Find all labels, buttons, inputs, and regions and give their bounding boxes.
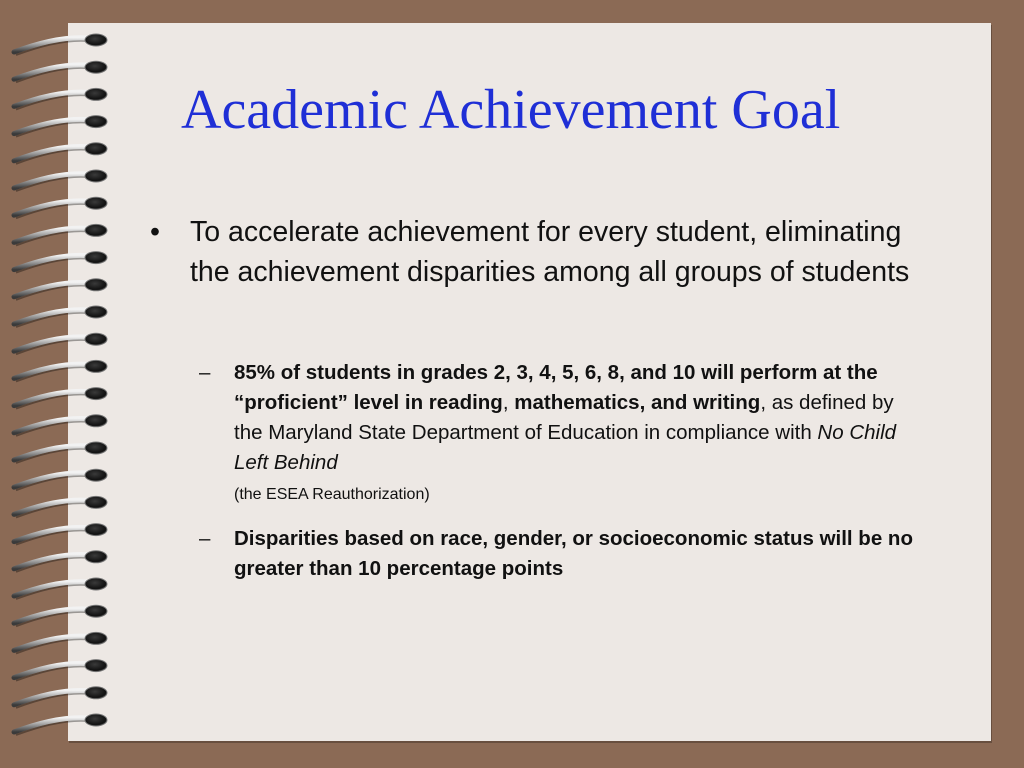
spiral-coil	[14, 197, 107, 218]
spiral-coil	[14, 469, 107, 490]
spiral-coil	[14, 687, 107, 708]
spiral-coil	[14, 333, 107, 354]
spiral-coil	[14, 578, 107, 599]
bullet-text: To accelerate achievement for every student, eliminating the achievement disparities among all groups of students	[190, 216, 910, 288]
esea-note: (the ESEA Reauthorization)	[234, 486, 430, 503]
spiral-coil	[14, 415, 107, 436]
sub-bullet-text	[234, 358, 919, 508]
subjects-bold-text: mathematics, and writing	[514, 391, 761, 414]
spiral-coil	[14, 524, 107, 545]
spiral-coil	[14, 34, 107, 55]
spiral-coil	[14, 143, 107, 164]
spiral-binding-icon	[0, 0, 140, 768]
spiral-coil	[14, 714, 107, 735]
definition-text: , as defined by the Maryland State Department of Education in compliance with	[234, 391, 894, 444]
spiral-coil	[14, 442, 107, 463]
spiral-coil	[14, 61, 107, 82]
spiral-coil	[14, 116, 107, 137]
spiral-coil	[14, 660, 107, 681]
spiral-coil	[14, 252, 107, 273]
spiral-coil	[14, 632, 107, 653]
sub-bullet-proficiency	[199, 358, 919, 508]
spiral-coil	[14, 224, 107, 245]
sub-bullet-disparities	[199, 524, 919, 584]
main-bullet	[150, 212, 910, 292]
nclb-italic-text: No Child Left Behind	[234, 421, 897, 474]
spiral-coil	[14, 605, 107, 626]
sub-bullet-marker: –	[199, 361, 211, 384]
spiral-coil	[14, 279, 107, 300]
spiral-coil	[14, 88, 107, 109]
comma-separator: ,	[502, 391, 515, 414]
proficiency-bold-text: 85% of students in grades 2, 3, 4, 5, 6, 8, and 10 will perform at the “proficient” level in reading	[234, 361, 878, 414]
spiral-coil	[14, 551, 107, 572]
spiral-coil	[14, 170, 107, 191]
slide-title: Academic Achievement Goal	[181, 79, 841, 141]
bullet-marker: •	[150, 216, 160, 248]
spiral-coil	[14, 388, 107, 409]
sub-bullet-marker: –	[199, 527, 211, 550]
disparities-bold-text: Disparities based on race, gender, or socioeconomic status will be no greater than 10 percentage points	[234, 527, 913, 580]
spiral-coil	[14, 306, 107, 327]
spiral-coil	[14, 496, 107, 517]
spiral-coil	[14, 360, 107, 381]
